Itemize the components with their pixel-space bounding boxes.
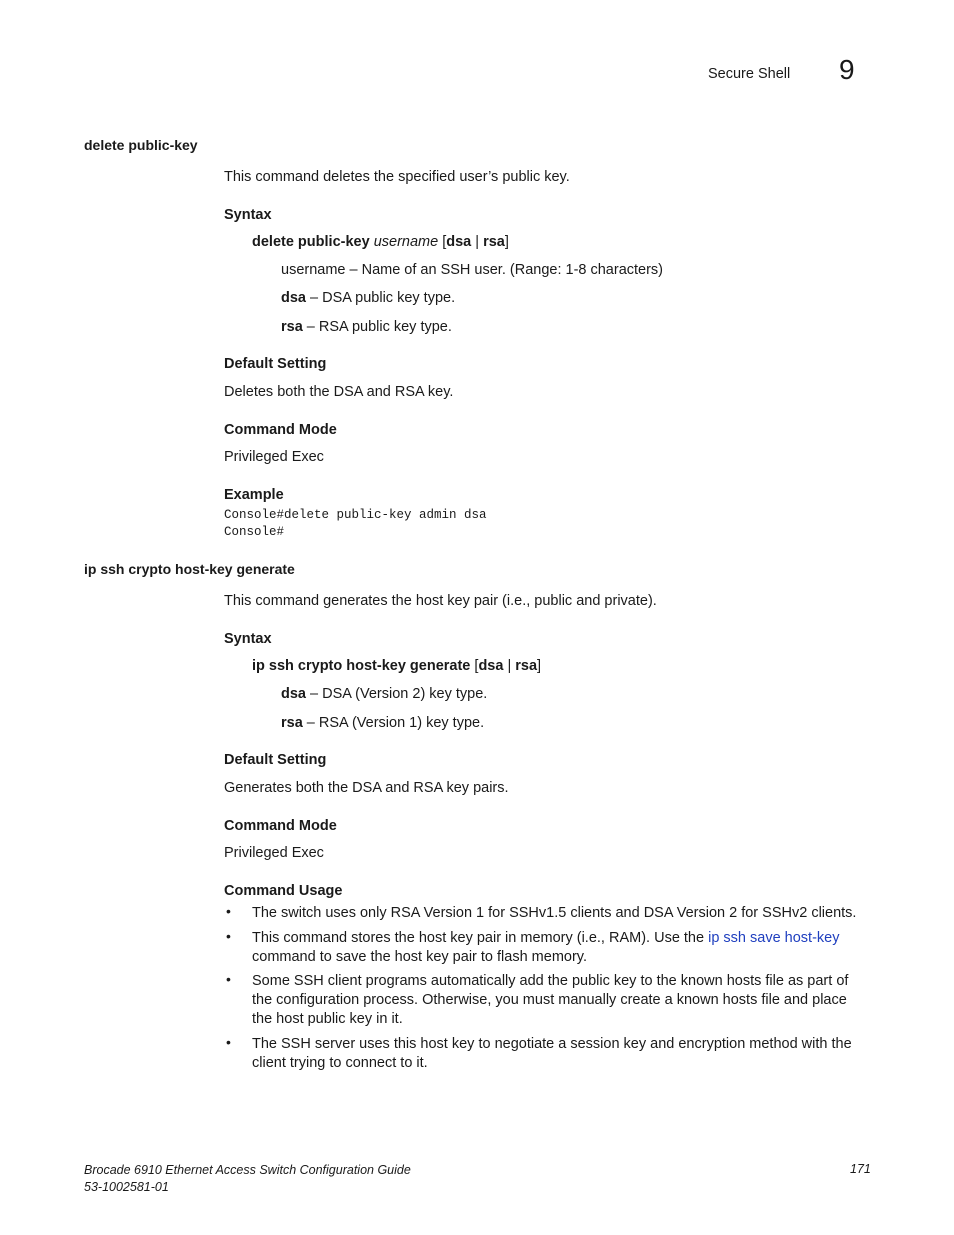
param-description — [281, 262, 663, 278]
command-mode-text: Privileged Exec — [224, 845, 324, 861]
param-name: rsa — [281, 715, 303, 731]
syntax-argument: username — [373, 234, 439, 250]
param-text: username – Name of an SSH user. (Range: 1-8 characters) — [281, 262, 664, 278]
usage-text-pre: This command stores the host key pair in memory (i.e., RAM). Use the — [252, 930, 709, 946]
param-text: – DSA public key type. — [306, 290, 456, 306]
footer-document-title: Brocade 6910 Ethernet Access Switch Configuration Guide — [84, 1163, 411, 1177]
command-mode-heading: Command Mode — [224, 818, 337, 834]
example-code-line: Console# — [224, 525, 285, 539]
syntax-heading: Syntax — [224, 207, 272, 223]
param-description — [281, 319, 452, 335]
bullet-icon: • — [226, 971, 231, 987]
usage-bullet-text — [252, 929, 868, 967]
syntax-command: delete public-key — [252, 234, 370, 250]
usage-bullet-text: The SSH server uses this host key to negotiate a session key and encryption method with the client trying to connect to it. — [252, 1036, 852, 1071]
default-setting-heading: Default Setting — [224, 356, 327, 372]
command-description: This command generates the host key pair (i.e., public and private). — [224, 593, 657, 609]
syntax-command: ip ssh crypto host-key generate — [252, 658, 471, 674]
usage-bullet-text: The switch uses only RSA Version 1 for SSHv1.5 clients and DSA Version 2 for SSHv2 clients. — [252, 905, 857, 921]
chapter-number: 9 — [839, 54, 855, 85]
syntax-separator: | — [471, 234, 484, 250]
param-description — [281, 290, 455, 306]
bullet-icon: • — [226, 928, 231, 944]
default-setting-heading: Default Setting — [224, 752, 327, 768]
bullet-icon: • — [226, 903, 231, 919]
param-text: – RSA (Version 1) key type. — [302, 715, 485, 731]
usage-bullet-text: Some SSH client programs automatically add the public key to the known hosts file as part of the configuration process. Otherwise, you must manually create a known hosts file and place the host public key in it. — [252, 973, 849, 1027]
param-description — [281, 715, 484, 731]
syntax-separator: | — [503, 658, 516, 674]
syntax-option-dsa: dsa — [478, 658, 504, 674]
header-section-title: Secure Shell — [708, 66, 791, 82]
syntax-option-dsa: dsa — [446, 234, 472, 250]
link-ip-ssh-save-host-key[interactable]: ip ssh save host-key — [708, 930, 840, 946]
footer-page-number: 171 — [850, 1162, 871, 1176]
syntax-bracket-close: ] — [504, 234, 509, 250]
param-name: dsa — [281, 290, 306, 306]
param-description — [281, 686, 487, 702]
param-name: dsa — [281, 686, 306, 702]
footer-document-number: 53-1002581-01 — [84, 1180, 169, 1194]
bullet-icon: • — [226, 1034, 231, 1050]
syntax-line — [252, 658, 541, 674]
syntax-bracket-close: ] — [537, 658, 542, 674]
usage-text-post: command to save the host key pair to flash memory. — [252, 949, 587, 965]
command-usage-heading: Command Usage — [224, 883, 343, 899]
command-title-ip-ssh-crypto-host-key-generate: ip ssh crypto host-key generate — [84, 561, 295, 577]
param-text: – RSA public key type. — [302, 319, 452, 335]
syntax-option-rsa: rsa — [483, 234, 505, 250]
example-code-line: Console#delete public-key admin dsa — [224, 508, 487, 522]
default-setting-text: Deletes both the DSA and RSA key. — [224, 384, 454, 400]
syntax-bracket-open: [ — [438, 234, 447, 250]
syntax-line — [252, 234, 509, 250]
command-title-delete-public-key: delete public-key — [84, 137, 198, 153]
param-name: rsa — [281, 319, 303, 335]
example-heading: Example — [224, 487, 284, 503]
command-mode-heading: Command Mode — [224, 422, 337, 438]
syntax-option-rsa: rsa — [515, 658, 538, 674]
syntax-heading: Syntax — [224, 631, 272, 647]
param-text: – DSA (Version 2) key type. — [306, 686, 488, 702]
command-description: This command deletes the specified user’s public key. — [224, 169, 570, 185]
command-mode-text: Privileged Exec — [224, 449, 324, 465]
syntax-bracket-open: [ — [470, 658, 479, 674]
default-setting-text: Generates both the DSA and RSA key pairs. — [224, 780, 509, 796]
